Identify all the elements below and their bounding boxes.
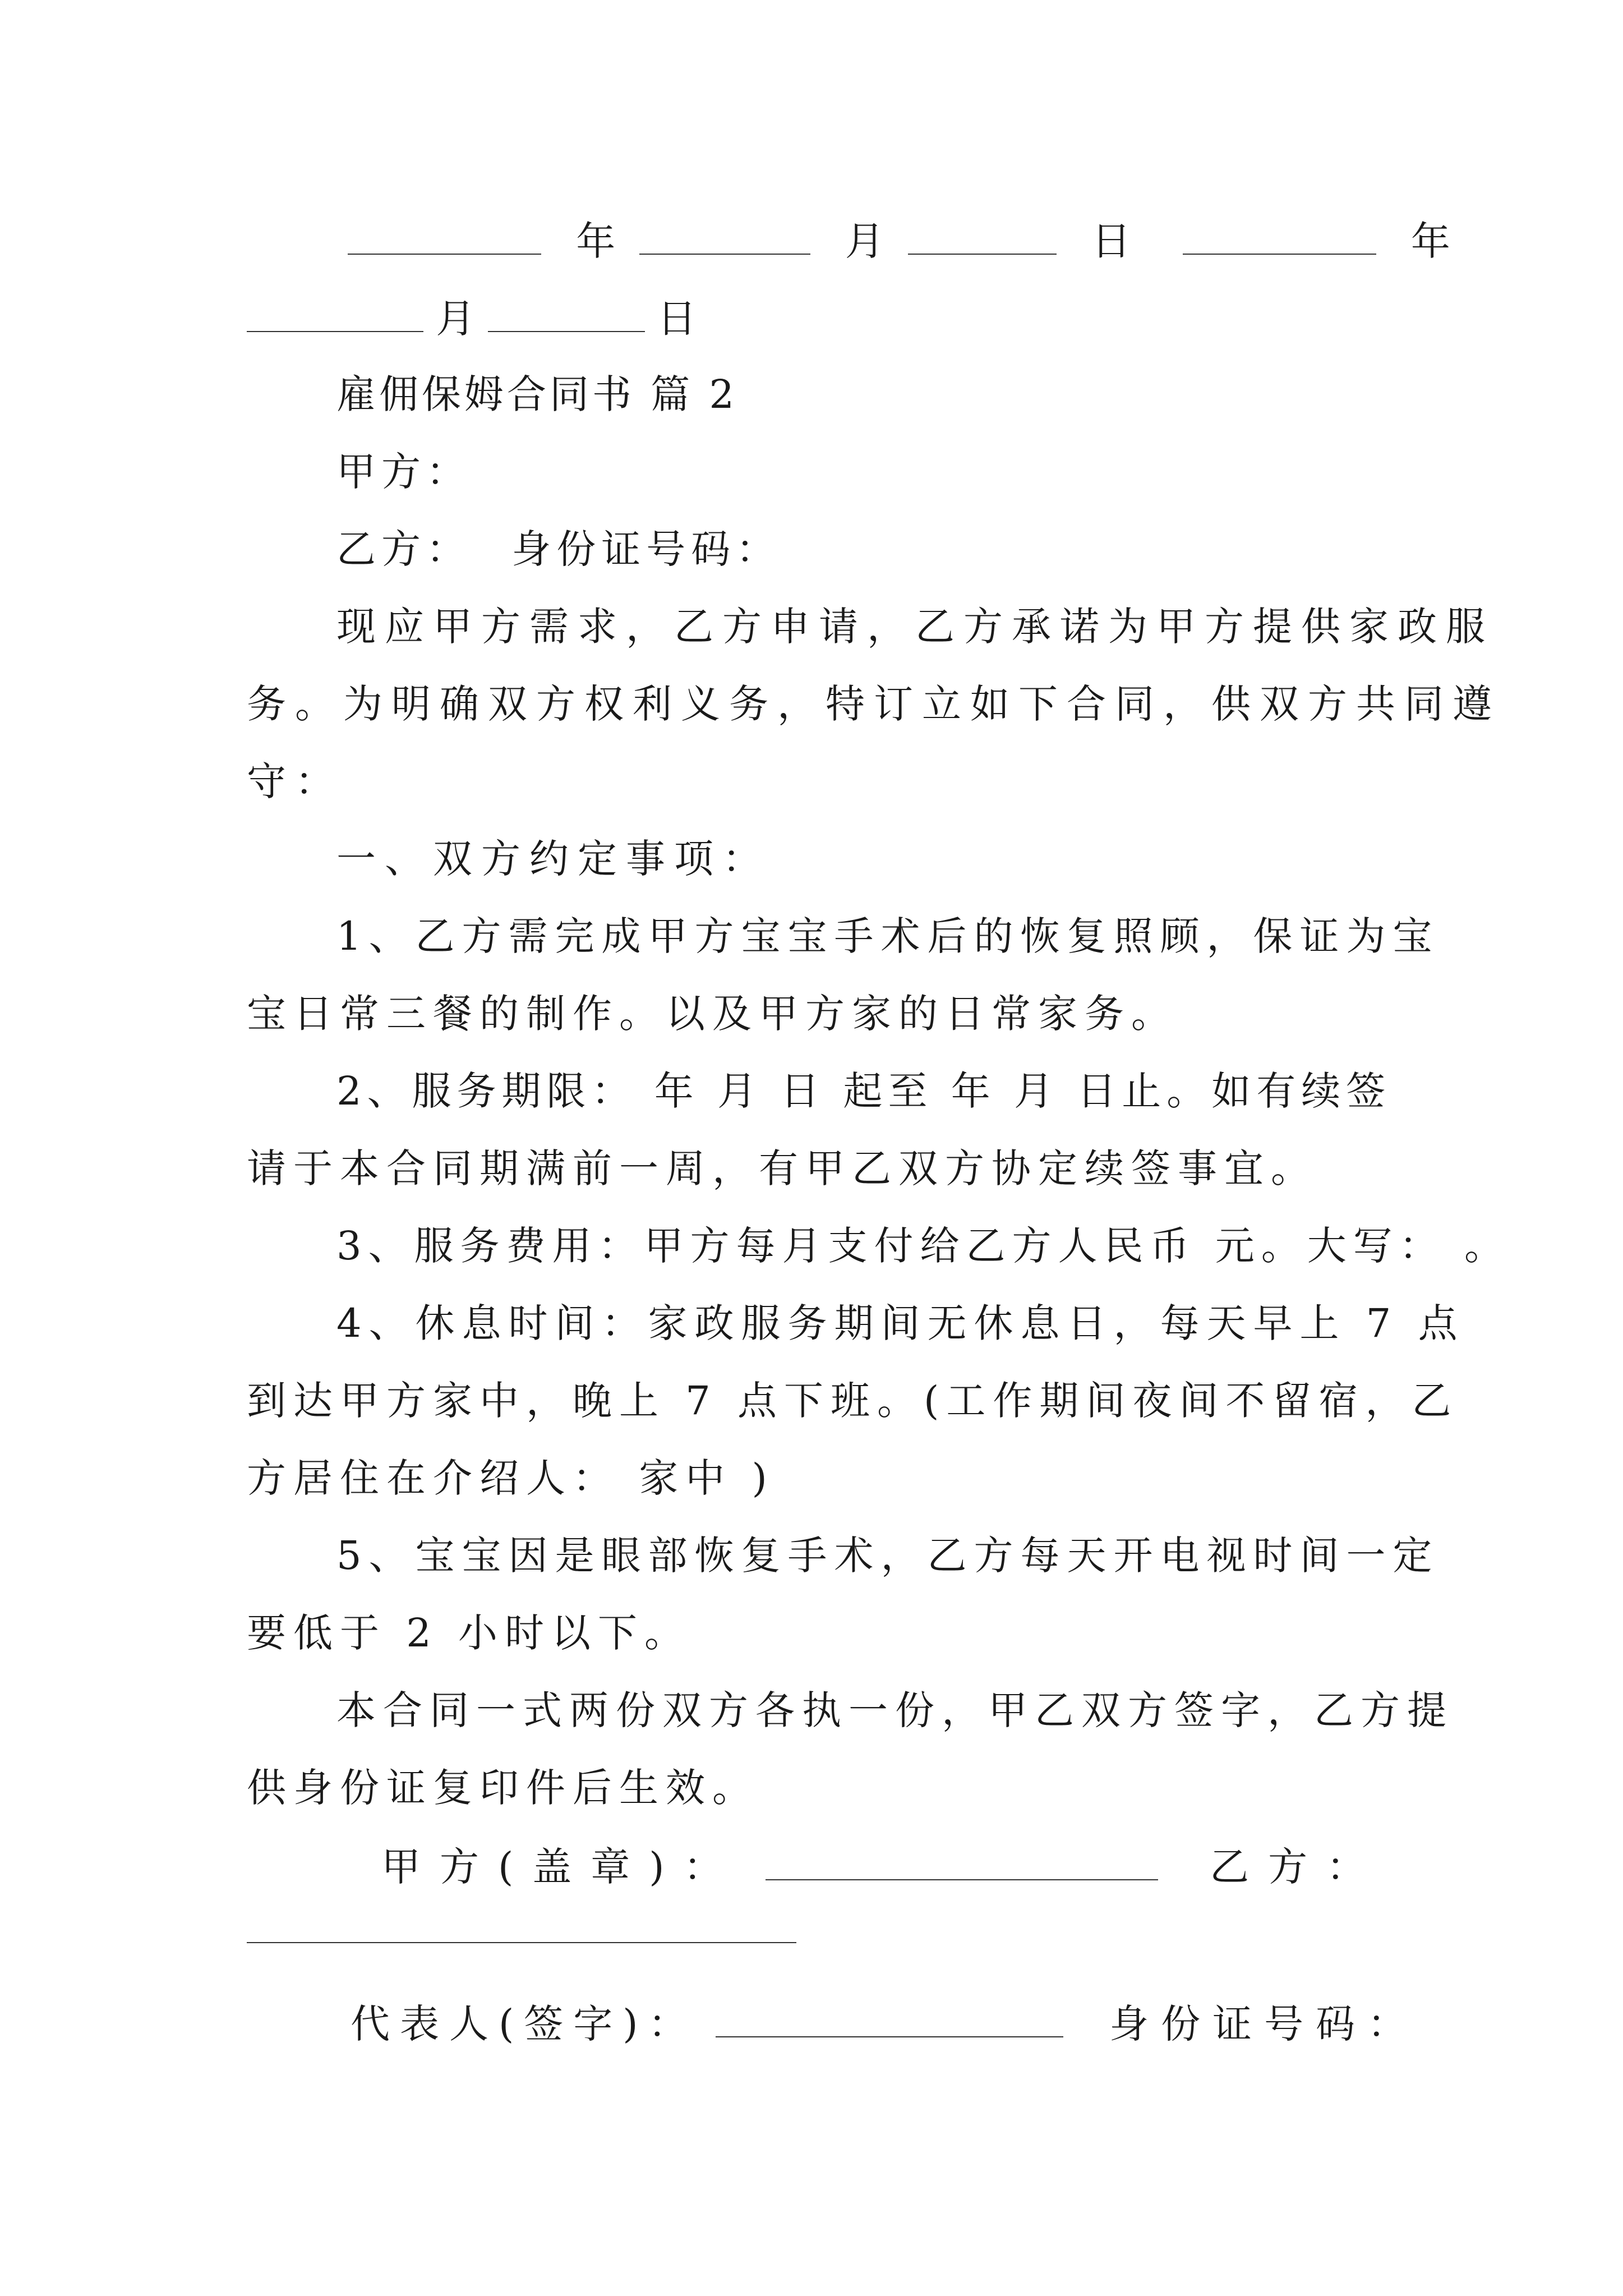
party-a-label: 甲方： xyxy=(336,449,471,495)
item-5-line-2: 要低于 2 小时以下。 xyxy=(247,1610,691,1656)
blank-month-1 xyxy=(639,220,810,255)
party-b-signature-blank xyxy=(247,1942,796,1943)
blank-month-2 xyxy=(247,297,423,332)
party-a-seal-label: 甲方(盖章)： xyxy=(381,1844,742,1890)
document-heading: 雇佣保姆合同书 篇 2 xyxy=(336,371,738,417)
representative-label: 代表人(签字)： xyxy=(351,2001,698,2047)
day-label-2: 日 xyxy=(657,296,697,342)
section-1-title: 一、双方约定事项： xyxy=(336,836,771,882)
item-5-line-1: 5、宝宝因是眼部恢复手术，乙方每天开电视时间一定 xyxy=(336,1533,1440,1579)
blank-day-2 xyxy=(488,297,645,332)
item-2-line-2: 请于本合同期满前一周，有甲乙双方协定续签事宜。 xyxy=(247,1145,1317,1191)
blank-day-1 xyxy=(908,220,1057,255)
closing-line-1: 本合同一式两份双方各执一份，甲乙双方签字，乙方提 xyxy=(336,1687,1454,1733)
party-b-signature-label: 乙方： xyxy=(1210,1844,1385,1890)
day-label-1: 日 xyxy=(1091,218,1131,264)
party-b-line xyxy=(336,526,781,572)
intro-line-3: 守： xyxy=(247,758,343,804)
date-line-1 xyxy=(348,218,1450,264)
party-b-id-label: 身份证号码： xyxy=(511,526,781,572)
month-label-1: 月 xyxy=(845,218,884,264)
date-line-2 xyxy=(247,296,697,342)
signature-row-2 xyxy=(351,2001,1419,2047)
intro-line-2: 务。为明确双方权利义务，特订立如下合同，供双方共同遵 xyxy=(247,681,1501,727)
item-1-line-2: 宝日常三餐的制作。以及甲方家的日常家务。 xyxy=(247,991,1178,1037)
item-4-line-1: 4、休息时间：家政服务期间无休息日，每天早上 7 点 xyxy=(336,1300,1465,1346)
blank-year-1 xyxy=(348,220,541,255)
item-4-line-3: 方居住在介绍人： 家中 ) xyxy=(247,1455,774,1501)
item-3-line: 3、服务费用：甲方每月支付给乙方人民币 元。大写： 。 xyxy=(336,1223,1511,1269)
item-2-line-1: 2、服务期限： 年 月 日 起至 年 月 日止。如有续签 xyxy=(336,1068,1391,1114)
party-a-signature-blank xyxy=(766,1846,1158,1880)
intro-line-1: 现应甲方需求，乙方申请，乙方承诺为甲方提供家政服 xyxy=(336,604,1494,650)
id-number-label: 身份证号码： xyxy=(1109,2001,1419,2047)
item-1-line-1: 1、乙方需完成甲方宝宝手术后的恢复照顾，保证为宝 xyxy=(336,913,1440,959)
blank-year-2 xyxy=(1183,220,1376,255)
closing-line-2: 供身份证复印件后生效。 xyxy=(247,1765,759,1811)
representative-signature-blank xyxy=(716,2003,1063,2037)
month-label-2: 月 xyxy=(436,296,476,342)
party-b-label: 乙方： xyxy=(336,526,471,572)
year-label-1: 年 xyxy=(576,218,616,264)
signature-row-1 xyxy=(381,1844,1385,1890)
year-label-2: 年 xyxy=(1410,218,1450,264)
item-4-line-2: 到达甲方家中，晚上 7 点下班。(工作期间夜间不留宿，乙 xyxy=(247,1378,1459,1424)
